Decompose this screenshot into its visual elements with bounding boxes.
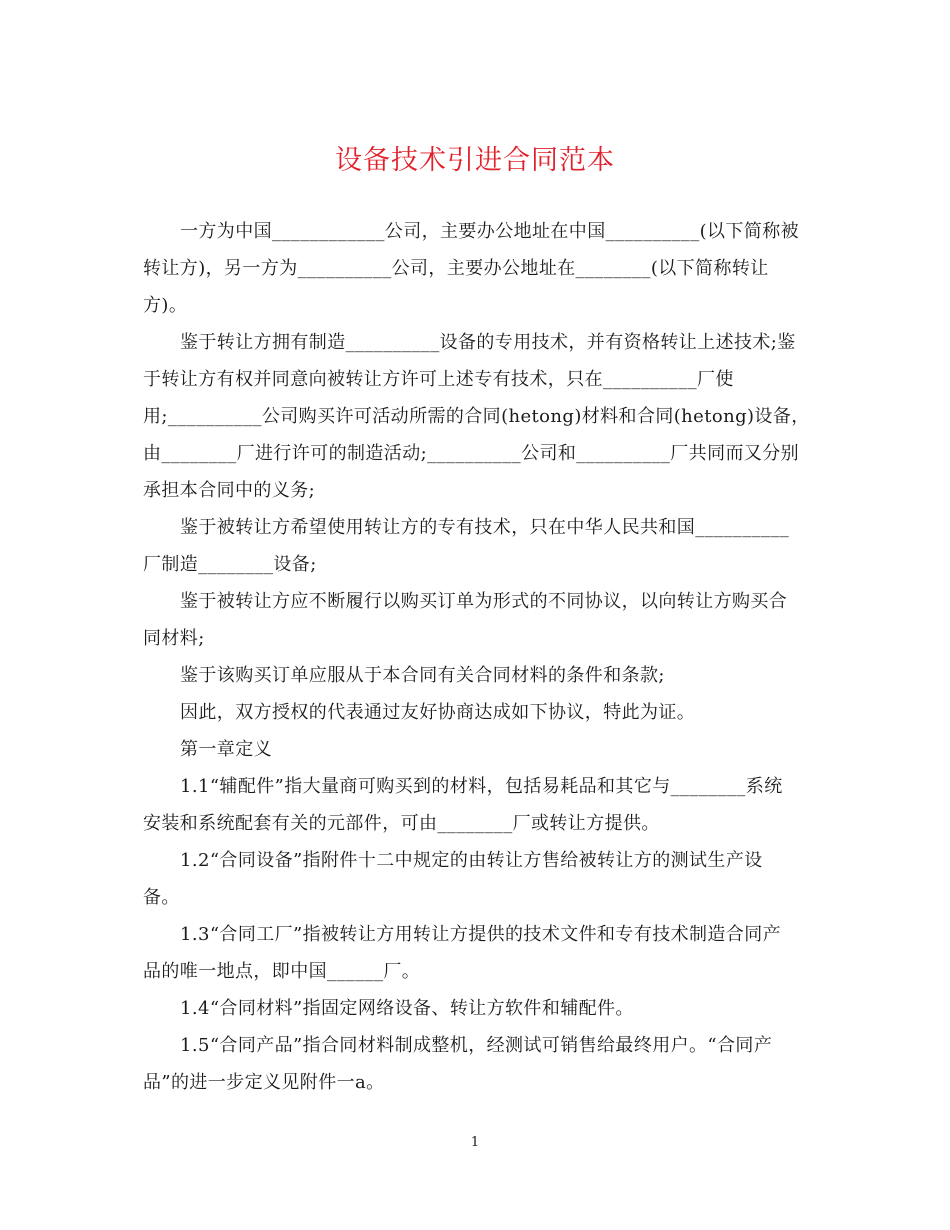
text-line: 1.3“合同工厂”指被转让方用转让方提供的技术文件和专有技术制造合同产 (180, 924, 782, 945)
text-line: 1.4“合同材料”指固定网络设备、转让方软件和辅配件。 (180, 998, 634, 1019)
document-body (143, 213, 808, 1101)
text-line: 转让方)，另一方为__________公司，主要办公地址在________(以下简称转让 (143, 258, 769, 279)
text-line: 1.5“合同产品”指合同材料制成整机，经测试可销售给最终用户。“合同产 (180, 1035, 773, 1056)
text-line: 品”的进一步定义见附件一a。 (143, 1072, 385, 1093)
document-title: 设备技术引进合同范本 (335, 145, 615, 176)
text-line: 鉴于该购买订单应服从于本合同有关合同材料的条件和条款; (180, 665, 665, 686)
text-line: 鉴于被转让方应不断履行以购买订单为形式的不同协议，以向转让方购买合 (180, 591, 788, 612)
text-line: 因此，双方授权的代表通过友好协商达成如下协议，特此为证。 (180, 702, 696, 723)
section-heading: 第一章定义 (180, 739, 272, 760)
text-line: 厂制造________设备; (143, 554, 317, 575)
text-line: 鉴于转让方拥有制造__________设备的专用技术，并有资格转让上述技术;鉴 (180, 332, 796, 353)
text-line: 鉴于被转让方希望使用转让方的专有技术，只在中华人民共和国__________ (180, 517, 790, 538)
text-line: 承担本合同中的义务; (143, 480, 316, 501)
text-line: 一方为中国____________公司，主要办公地址在中国__________(以下简称被 (180, 221, 800, 242)
text-line: 1.2“合同设备”指附件十二中规定的由转让方售给被转让方的测试生产设 (180, 850, 763, 871)
text-line: 同材料; (143, 628, 205, 649)
text-line: 备。 (143, 887, 180, 908)
text-line: 用;__________公司购买许可活动所需的合同(hetong)材料和合同(hetong)设备， (143, 406, 810, 427)
text-line: 品的唯一地点，即中国______厂。 (143, 961, 421, 982)
text-line: 1.1“辅配件”指大量商可购买到的材料，包括易耗品和其它与________系统 (180, 776, 783, 797)
text-line: 由________厂进行许可的制造活动;__________公司和__________厂共同而又分别 (143, 443, 800, 464)
text-line: 于转让方有权并同意向被转让方许可上述专有技术，只在__________厂使 (143, 369, 734, 390)
text-line: 方)。 (143, 295, 188, 316)
page-number: 1 (470, 1135, 480, 1150)
text-line: 安装和系统配套有关的元部件，可由________厂或转让方提供。 (143, 813, 660, 834)
